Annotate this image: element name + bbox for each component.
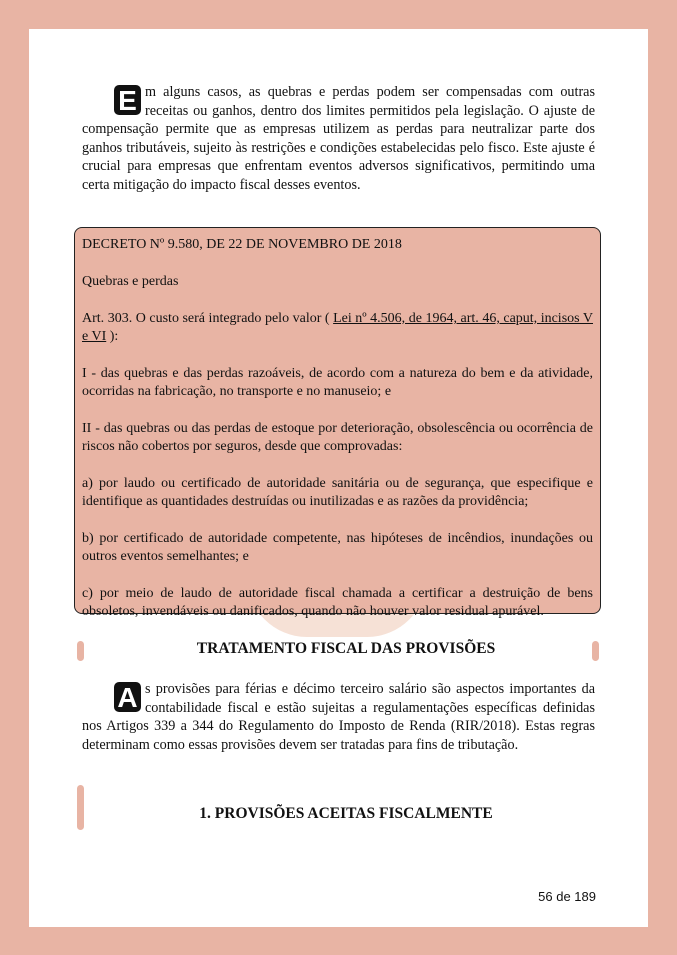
law-reference-link[interactable]: Lei nº 4.506, de 1964, art. 46, caput, incisos V e VI <box>82 311 593 344</box>
decree-box <box>74 227 601 619</box>
section-paragraph <box>82 680 595 754</box>
decree-item-c: c) por meio de laudo de autoridade fiscal chamada a certificar a destruição de bens obsoletos, invendáveis ou danificados, quando não houver valor residual apurável. <box>82 586 593 619</box>
decree-item-2: II - das quebras ou das perdas de estoque por deterioração, obsolescência ou ocorrência de riscos não cobertos por seguros, desde que comprovadas: <box>82 421 593 454</box>
section-heading: TRATAMENTO FISCAL DAS PROVISÕES <box>196 640 496 657</box>
article-suffix: ): <box>106 329 119 344</box>
page-number: 56 de 189 <box>538 889 596 904</box>
intro-dropcap: E <box>114 85 141 115</box>
decree-subtitle: Quebras e perdas <box>82 274 179 289</box>
decree-item-1: I - das quebras e das perdas razoáveis, de acordo com a natureza do bem e da atividade, ocorridas na fabricação, no transporte e no manuseio; e <box>82 366 593 399</box>
subsection-heading: 1. PROVISÕES ACEITAS FISCALMENTE <box>199 805 493 822</box>
decree-item-a: a) por laudo ou certificado de autoridade sanitária ou de segurança, que especifique e identifique as quantidades destruídas ou inutilizadas e as razões da providência; <box>82 476 593 509</box>
decree-item-b: b) por certificado de autoridade competente, nas hipóteses de incêndios, inundações ou outros eventos semelhantes; e <box>82 531 593 564</box>
article-prefix: Art. 303. O custo será integrado pelo valor ( <box>82 311 334 326</box>
decree-title: DECRETO Nº 9.580, DE 22 DE NOVEMBRO DE 2018 <box>82 237 402 252</box>
section-text: s provisões para férias e décimo terceiro salário são aspectos importantes da contabilidade fiscal e estão sujeitas a regulamentações específicas definidas nos Artigos 339 a 344 do Regulamento do Imposto de Renda (RIR/2018). Estas regras determinam como essas provisões devem ser tratadas para fins de tributação. <box>82 681 595 753</box>
decree-article <box>82 310 593 346</box>
section-dropcap: A <box>114 682 141 712</box>
document-page <box>29 29 648 927</box>
intro-paragraph <box>82 83 595 195</box>
intro-text: m alguns casos, as quebras e perdas podem ser compensadas com outras receitas ou ganhos, dentro dos limites permitidos pela legislação. O ajuste de compensação permite que as empresas utilizem as perdas para neutralizar parte dos ganhos tributáveis, sujeito às restrições e condições estabelecidas pelo fisco. Este ajuste é crucial para empresas que enfrentam eventos adversos significativos, permitindo uma certa mitigação do impacto fiscal desses eventos. <box>82 84 595 193</box>
